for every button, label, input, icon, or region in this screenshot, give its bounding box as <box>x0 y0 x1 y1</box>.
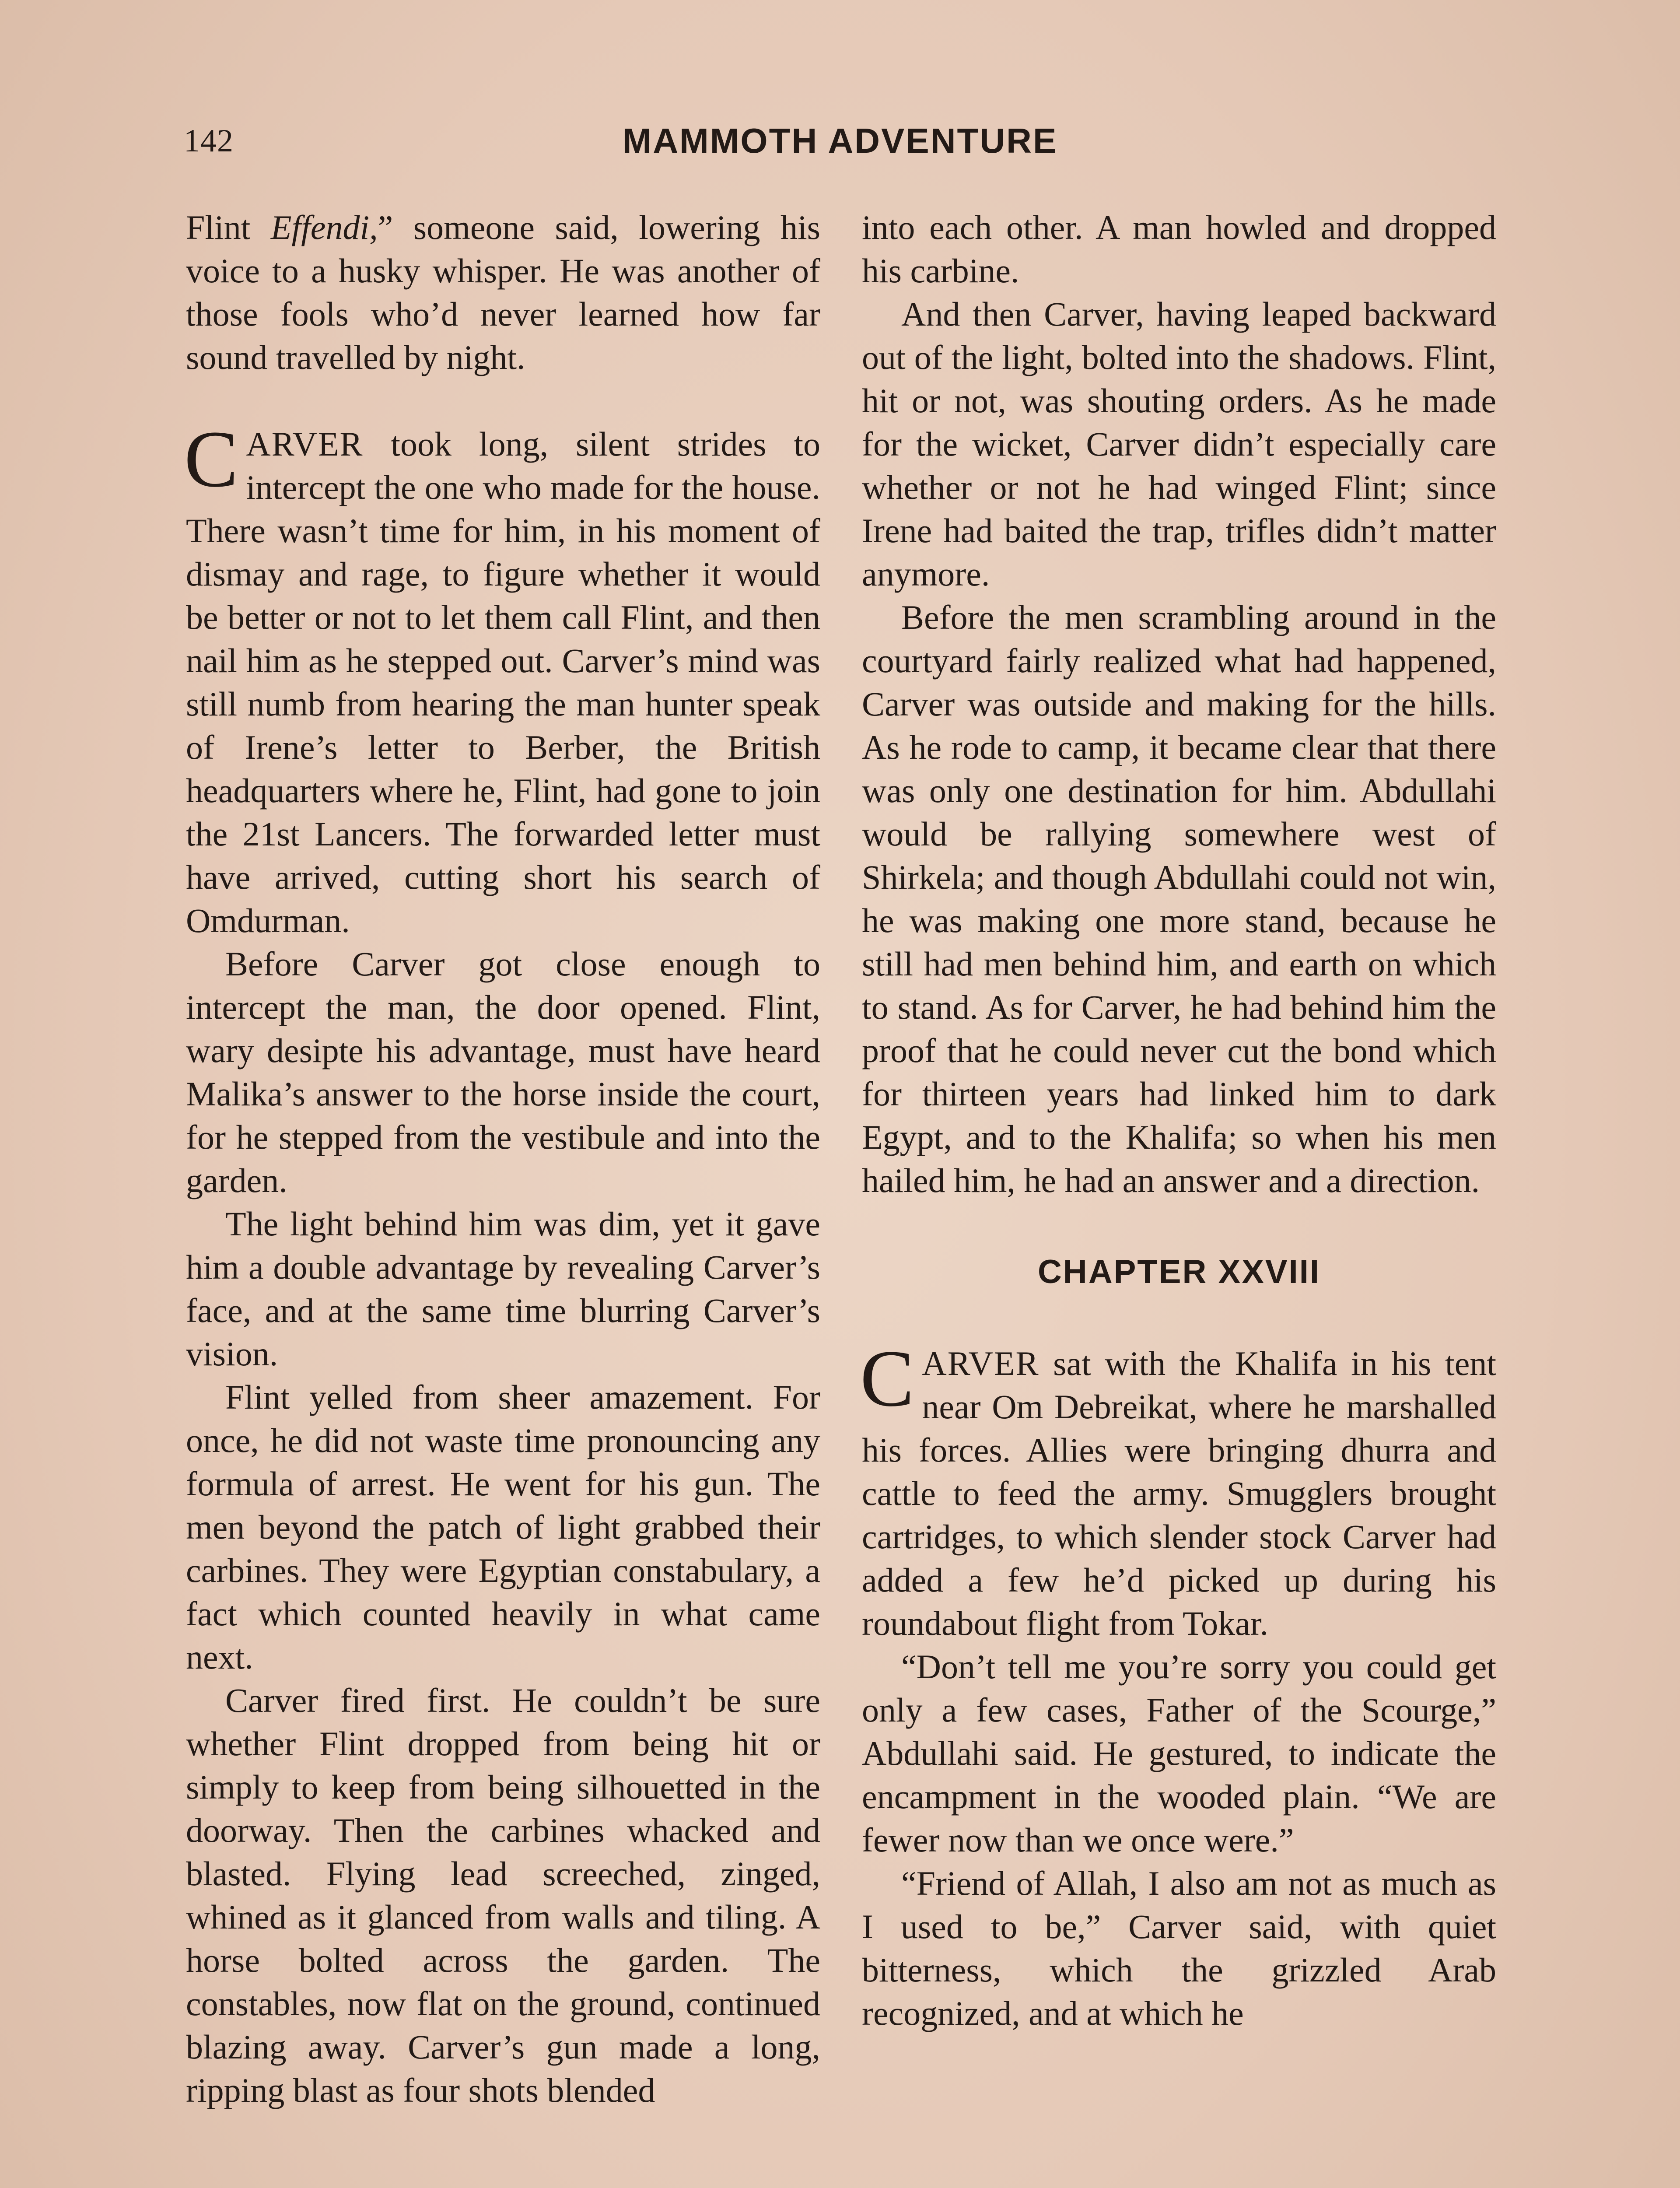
paragraph-text: took long, silent strides to intercept the one who made for the house. There wasn’t time for him, in his moment of dismay and rage, to figure whether it would be better or not to let them call Flint, and then nail him as he stepped out. Carver’s mind was still numb from hearing the man hunter speak of Irene’s letter to Berber, the British headquarters where he, Flint, had gone to join the 21st Lancers. The forwarded letter must have arrived, cutting short his search of Omdurman. <box>186 425 820 940</box>
page-number: 142 <box>184 123 234 159</box>
drop-cap: C <box>860 1334 914 1424</box>
drop-cap: C <box>184 414 238 504</box>
paragraph <box>186 206 820 379</box>
italic-word: Effendi, <box>270 208 378 246</box>
section-opening-paragraph <box>860 1334 1496 1645</box>
left-column <box>186 206 820 2112</box>
running-head: MAMMOTH ADVENTURE <box>622 121 1058 160</box>
paragraph: “Friend of Allah, I also am not as much as I used to be,” Carver said, with quiet bitterness, which the grizzled Arab recognized, and at which he <box>862 1864 1496 2032</box>
paragraph: Carver fired first. He couldn’t be sure whether Flint dropped from being hit or simply to keep from being silhouetted in the doorway. Then the carbines whacked and blasted. Flying lead screeched, zinged, whined as it glanced from walls and tiling. A horse bolted across the garden. The constables, now flat on the ground, continued blazing away. Carver’s gun made a long, ripping blast as four shots blended <box>186 1681 820 2109</box>
paragraph: The light behind him was dim, yet it gave him a double advantage by revealing Carver’s face, and at the same time blurring Carver’s vision. <box>186 1205 820 1373</box>
paragraph: Flint yelled from sheer amazement. For once, he did not waste time pronouncing any formula of arrest. He went for his gun. The men beyond the patch of light grabbed their carbines. They were Egyptian constabulary, a fact which counted heavily in what came next. <box>186 1378 820 1676</box>
chapter-heading: CHAPTER XXVIII <box>1038 1253 1320 1290</box>
paragraph: And then Carver, having leaped backward out of the light, bolted into the shadows. Flint, hit or not, was shouting orders. As he made for the wicket, Carver didn’t especially care whether or not he had winged Flint; since Irene had baited the trap, trifles didn’t matter anymore. <box>862 295 1496 593</box>
paragraph: Before the men scrambling around in the courtyard fairly realized what had happened, Carver was outside and making for the hills. As he rode to camp, it became clear that there was only one destination for him. Abdullahi would be rallying somewhere west of Shirkela; and though Abdullahi could not win, he was making one more stand, because he still had men behind him, and earth on which to stand. As for Carver, he had behind him the proof that he could never cut the bond which for thirteen years had linked him to dark Egypt, and to the Khalifa; so when his men hailed him, he had an answer and a direction. <box>862 598 1496 1199</box>
paragraph-text: sat with the Khalifa in his tent near Om Debreikat, where he marshalled his forces. Allies were bringing dhurra and cattle to feed the army. Smugglers brought cartridges, to which slender stock Carver had added a few he’d picked up during his roundabout flight from Tokar. <box>862 1344 1496 1642</box>
paragraph: “Don’t tell me you’re sorry you could get only a few cases, Father of the Scourge,” Abdullahi said. He gestured, to indicate the encampment in the wooded plain. “We are fewer now than we once were.” <box>862 1648 1496 1859</box>
paragraph-text: Flint Effendi,” someone said, lowering his voice to a husky whisper. He was another of those fools who’d never learned how far sound travelled by night. <box>186 208 820 376</box>
paragraph: Before Carver got close enough to intercept the man, the door opened. Flint, wary desipte his advantage, must have heard Malika’s answer to the horse inside the court, for he stepped from the vestibule and into the garden. <box>186 945 820 1199</box>
paragraph: into each other. A man howled and dropped his carbine. <box>862 208 1496 290</box>
lead-word: ARVER <box>246 425 364 463</box>
section-opening-paragraph <box>184 414 820 942</box>
lead-word: ARVER <box>922 1344 1040 1382</box>
right-column <box>862 206 1496 2035</box>
